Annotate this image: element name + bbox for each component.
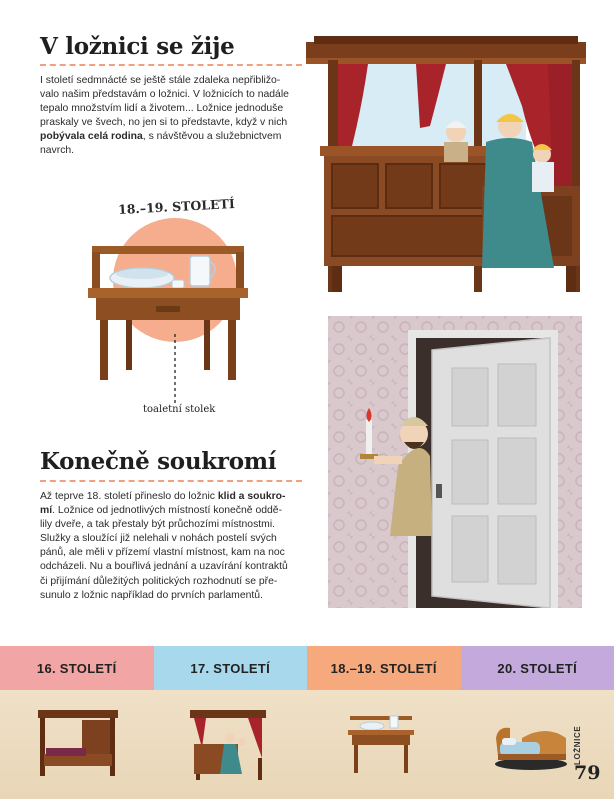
section-title-bedroom-life: V ložnici se žije xyxy=(40,33,235,60)
paragraph-text: Až teprve 18. století přineslo do ložnic xyxy=(40,491,218,502)
section1-paragraph xyxy=(40,74,308,159)
paragraph-text: , s návštěvou a služebnictvem xyxy=(142,131,282,143)
bold-phrase: klid a soukro- xyxy=(217,491,286,502)
paragraph-line: či přijímání důležitých politických rozhodnutí se pře- xyxy=(40,575,278,587)
canopy-bed-illustration xyxy=(306,36,586,298)
thumbnail-17th-century-bed xyxy=(190,708,266,780)
washstand-caption: toaletní stolek xyxy=(143,404,216,415)
washstand-illustration xyxy=(86,218,256,414)
timeline-strip xyxy=(0,646,614,690)
door-illustration xyxy=(328,316,582,608)
paragraph-line: tepalo množstvím lidí a životem... Ložnice jednoduše xyxy=(40,103,284,115)
section-title-privacy: Konečně soukromí xyxy=(40,448,277,475)
period-label-washstand: 18.–19. STOLETÍ xyxy=(117,195,236,218)
thumbnail-20th-century-bed xyxy=(492,716,570,772)
thumbnail-washstand xyxy=(348,712,416,776)
timeline-label: 18.–19. STOLETÍ xyxy=(330,660,437,676)
paragraph-line: lily dveře, a tak přestaly být průchozími místnostmi. xyxy=(40,519,276,531)
timeline-label: 16. STOLETÍ xyxy=(36,660,117,676)
paragraph-text: . Ložnice od jednotlivých místností konečně oddě- xyxy=(52,505,283,517)
timeline-18-19th-century xyxy=(307,646,461,690)
page-number: 79 xyxy=(574,762,601,784)
timeline-17th-century xyxy=(154,646,308,690)
bold-phrase: mí xyxy=(40,505,53,517)
timeline-20th-century xyxy=(461,646,614,690)
paragraph-line xyxy=(40,504,308,518)
timeline-label: 20. STOLETÍ xyxy=(497,660,578,676)
timeline-16th-century xyxy=(0,646,154,690)
paragraph-line: navrch. xyxy=(40,145,75,157)
timeline-label: 17. STOLETÍ xyxy=(190,660,271,676)
paragraph-line xyxy=(40,130,308,144)
chapter-side-label: LOŽNICE xyxy=(573,725,582,765)
paragraph-line: pánů, ale měli v přízemí vlastní místnost, kam na noc xyxy=(40,547,285,559)
section2-paragraph xyxy=(40,490,308,603)
title-underline xyxy=(40,64,302,66)
paragraph-line: odcházeli. Nu a bouřlivá jednání a uzavírání kontraktů xyxy=(40,561,288,573)
thumbnail-16th-century-bed xyxy=(36,708,122,780)
paragraph-line: I století sedmnácté se ještě stále zdaleka nepřibližo- xyxy=(40,75,281,86)
paragraph-line: sunulo z ložnic například do prvních parlamentů. xyxy=(40,589,263,601)
paragraph-line: Služky a sloužící již nelehali v nohách postelí svých xyxy=(40,533,277,545)
paragraph-line xyxy=(40,490,308,504)
title-underline xyxy=(40,480,302,482)
bold-phrase: pobývala celá rodina xyxy=(40,131,143,143)
paragraph-line: valo našim představám o ložnici. V ložnicích to nadále xyxy=(40,89,289,101)
paragraph-line: praskaly ve švech, no jen si to představte, když v nich xyxy=(40,117,288,129)
